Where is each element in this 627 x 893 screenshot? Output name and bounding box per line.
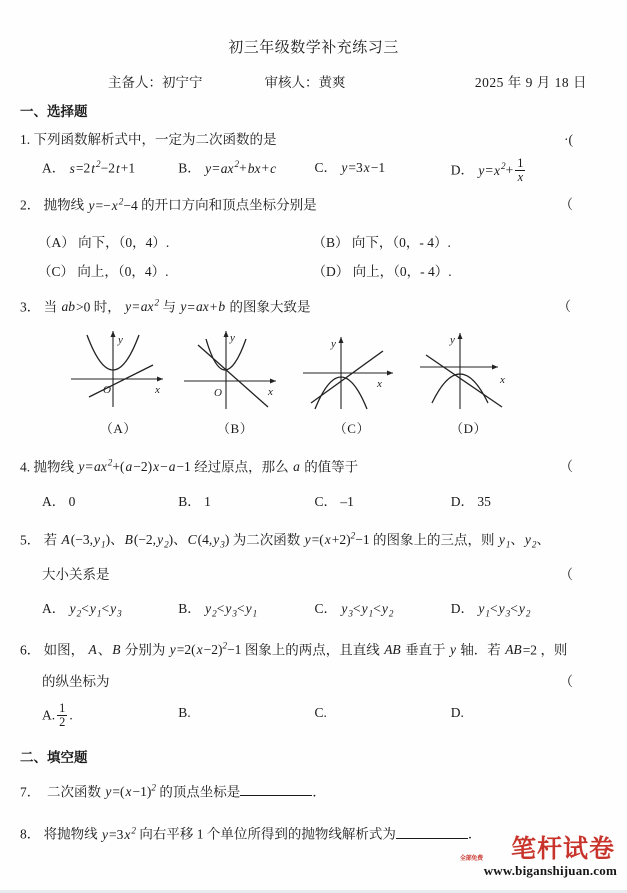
question-1-option-a[interactable]: A． $s=2t^2-2t+1$ (42, 159, 136, 176)
figure-d (410, 323, 527, 439)
question-7-expression: $y=(x-1)^2$ (105, 782, 156, 800)
figure-a-label: （A） (99, 421, 137, 437)
question-4-options (42, 492, 587, 512)
question-3-func2: y=ax+b (180, 299, 226, 315)
question-8-stem-post: 向右平移 1 个单位所得到的抛物线解析式为 (139, 826, 396, 842)
question-8-end: ． (467, 826, 482, 842)
figure-d-label: （D） (450, 421, 488, 437)
question-4-stem-mid: 经过原点，那么 (194, 459, 289, 475)
option-text: 0 (68, 493, 76, 509)
question-6-stem-mid: 分别为 (124, 642, 166, 657)
option-label: D． (450, 162, 474, 178)
axis-x-label: x (155, 384, 161, 397)
question-7 (20, 782, 627, 803)
question-1-option-b[interactable]: B． $y=ax^2+bx+c$ (178, 159, 277, 176)
question-3-answer-paren: （ (557, 298, 571, 314)
question-5-option-a[interactable]: A． $y_2<y_1<y_3$ (42, 601, 122, 619)
question-4-option-b[interactable] (178, 492, 314, 512)
option-text: 向上，（0，4）. (77, 264, 169, 280)
question-2-answer-paren: （ (559, 197, 573, 213)
axis-y-label: y (330, 338, 336, 351)
question-4-option-d[interactable] (451, 492, 587, 512)
question-5-stem-post: 的图象上的三点，则 (372, 532, 495, 548)
question-3-func1: $y=ax^2$ (125, 297, 160, 315)
question-2-stem-pre: 抛物线 (43, 197, 85, 213)
question-4-option-c[interactable] (315, 492, 451, 512)
question-2-option-a[interactable] (38, 233, 313, 253)
option-label: D. (450, 704, 464, 720)
graph-b (180, 323, 290, 415)
axis-x-label: x (499, 374, 505, 387)
watermark-url: www.biganshijuan.com (483, 863, 617, 878)
axis-y-label: y (230, 332, 236, 345)
question-1-stem: 下列函数解析式中，一定为二次函数的是 (33, 132, 277, 147)
question-6-stem-mid3: 垂直于 (405, 642, 446, 657)
question-6-stem-line2: 的纵坐标为 (42, 674, 110, 690)
graph-a (63, 323, 173, 415)
question-4-answer-paren: （ (559, 458, 573, 474)
option-label: （C） (38, 264, 75, 280)
question-2-stem-post: 的开口方向和顶点坐标分别是 (141, 197, 317, 213)
question-6-options (42, 700, 587, 730)
question-5-expression: $y=(x+2)^2-1$ (304, 530, 370, 548)
axis-y-label: y (118, 334, 124, 347)
page-title: 初三年级数学补充练习三 (228, 40, 399, 56)
question-6-option-a[interactable]: A. $\frac{1}{2}$ . (42, 700, 73, 729)
axis-x-label: x (268, 386, 274, 399)
question-6 (20, 640, 627, 730)
question-3-stem-and: 与 (162, 299, 176, 315)
watermark-free-tag: 全部免费 (460, 855, 483, 862)
option-label: B． (178, 160, 201, 176)
option-label: C． (314, 601, 338, 617)
question-5 (20, 530, 627, 622)
question-5-points: $A(-3,y_1)$、$B(-2,y_2)$、$C(4,y_3)$ (61, 532, 230, 550)
question-4-expression: $y=ax^2+(a-2)x-a-1$ (78, 457, 191, 475)
option-label: B． (178, 493, 201, 509)
option-text: –1 (340, 493, 354, 509)
option-label: A． (42, 493, 66, 509)
question-4-stem-pre: 抛物线 (33, 459, 74, 475)
question-6-option-b[interactable] (178, 703, 314, 730)
question-3-stem-mid: 时， (93, 299, 121, 315)
question-5-number: 5． (20, 532, 41, 548)
question-7-stem-pre: 二次函数 (47, 784, 101, 800)
question-2-option-d[interactable] (313, 262, 588, 282)
question-6-stem-tail: ，则 (540, 642, 568, 657)
question-2-expression: $y=-x^2-4$ (88, 196, 138, 213)
option-label: A． (42, 160, 66, 176)
option-label: D． (450, 493, 474, 509)
question-1-answer-paren: ·( (564, 132, 573, 147)
question-6-points: A、B (88, 642, 121, 657)
question-5-option-c[interactable]: C． $y_3<y_1<y_2$ (314, 601, 394, 619)
question-8-number: 8． (20, 826, 41, 842)
question-5-stem-mid: 为二次函数 (232, 532, 301, 548)
question-6-stem-mid4: 轴．若 (460, 642, 501, 657)
section-heading-choice: 一、选择题 (20, 104, 88, 119)
option-label: （D） (312, 264, 350, 280)
graph-d (414, 323, 524, 415)
question-6-stem-mid2: 图象上的两点，且直线 (244, 642, 380, 657)
question-5-stem-pre: 若 (43, 532, 58, 548)
question-7-answer-blank[interactable] (240, 782, 312, 796)
question-6-segment-ab: AB (384, 642, 401, 657)
question-6-stem-pre: 如图， (43, 642, 85, 657)
byline-author: 主备人：初宁宁 (108, 75, 203, 90)
origin-label: O (214, 387, 223, 400)
question-3-stem-pre: 当 (43, 299, 58, 315)
origin-label: O (103, 384, 112, 397)
option-label: A. (42, 707, 56, 723)
question-2-option-c[interactable] (38, 262, 313, 282)
byline-date: 2025 年 9 月 18 日 (474, 75, 587, 90)
question-4-stem-post: 的值等于 (304, 459, 359, 475)
byline-reviewer: 审核人：黄爽 (264, 75, 346, 90)
byline (0, 71, 627, 91)
question-3-condition: ab>0 (61, 299, 91, 315)
figure-b (177, 323, 294, 439)
option-label: （A） (38, 235, 75, 251)
watermark (452, 836, 617, 877)
question-3-stem-post: 的图象大致是 (229, 299, 311, 315)
question-2-number: 2． (20, 197, 41, 213)
axis-y-label: y (449, 334, 455, 347)
option-text: 向上，（0，- 4）. (352, 264, 452, 280)
question-2-option-b[interactable] (313, 233, 588, 253)
question-6-expression: $y=2(x-2)^2-1$ (169, 640, 242, 657)
question-8-stem-pre: 将抛物线 (43, 826, 98, 842)
watermark-brand: 笔杆试卷 (510, 834, 615, 863)
graph-c (297, 323, 407, 415)
question-8-expression: $y=3x^2$ (102, 825, 136, 842)
question-6-axis: y (449, 642, 456, 657)
question-5-option-b[interactable]: B． $y_2<y_3<y_1$ (178, 601, 258, 619)
question-1-option-c[interactable]: C． y=3x−1 (314, 160, 386, 176)
axis-x-label: x (376, 378, 382, 391)
option-label: D． (450, 601, 474, 617)
figure-c (294, 323, 411, 439)
question-7-number: 7． (20, 784, 41, 800)
question-2 (20, 195, 627, 282)
question-1-options (42, 158, 587, 185)
option-label: C． (314, 160, 338, 176)
option-label: B． (178, 601, 201, 617)
question-6-ab-length: AB=2 (505, 642, 538, 657)
question-5-stem-tail: $y_1$、$y_2$、 (498, 532, 551, 550)
question-6-number: 6． (20, 642, 41, 657)
question-5-options (42, 599, 587, 621)
question-6-answer-paren: （ (559, 674, 573, 690)
section-heading-fill: 二、填空题 (20, 749, 88, 765)
question-4-option-a[interactable] (42, 492, 178, 512)
question-3-figures (60, 323, 587, 439)
option-label: （B） (312, 235, 349, 251)
question-3 (20, 297, 627, 439)
option-text: 35 (477, 493, 491, 509)
option-label: B. (178, 704, 191, 720)
question-4 (20, 457, 627, 512)
option-text: 1 (204, 493, 211, 509)
figure-a (60, 323, 177, 439)
option-text: 向下，（0，4）. (78, 235, 170, 251)
question-4-variable: a (293, 459, 300, 475)
option-text: 向下，（0，- 4）. (351, 235, 451, 251)
question-5-option-d[interactable]: D． $y_1<y_3<y_2$ (450, 601, 531, 619)
question-6-option-d[interactable] (451, 703, 587, 730)
option-label: C. (314, 704, 327, 720)
question-1-number: 1. (20, 132, 31, 147)
question-5-answer-paren: （ (559, 566, 573, 582)
question-1-option-d[interactable]: D． $y=x^2+$ $\frac{1}{x}$ (450, 156, 524, 185)
figure-b-label: （B） (217, 421, 254, 437)
question-3-number: 3． (20, 299, 41, 315)
question-7-end: ． (312, 784, 326, 800)
figure-c-label: （C） (333, 421, 370, 437)
option-label: C． (314, 493, 338, 509)
question-7-stem-post: 的顶点坐标是 (159, 784, 241, 800)
option-label: A． (42, 601, 66, 617)
question-5-stem-line2: 大小关系是 (42, 566, 110, 582)
question-2-options (38, 224, 587, 283)
question-1 (20, 130, 627, 185)
question-4-number: 4. (20, 459, 31, 475)
question-6-option-c[interactable] (315, 703, 451, 730)
